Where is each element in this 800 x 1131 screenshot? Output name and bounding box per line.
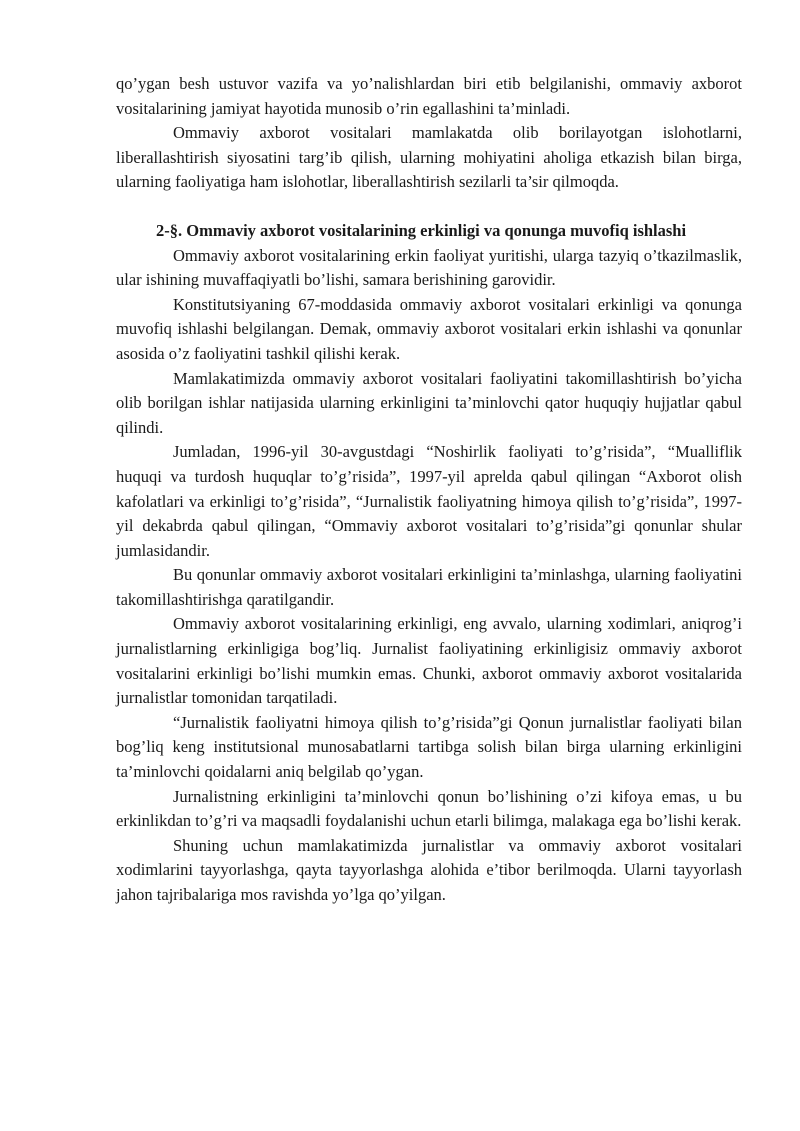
- paragraph: Bu qonunlar ommaviy axborot vositalari erkinligini ta’minlashga, ularning faoliyatini takomillashtirishga qaratilgandir.: [116, 565, 742, 609]
- document-page: [116, 72, 742, 908]
- paragraph: Shuning uchun mamlakatimizda jurnalistlar va ommaviy axborot vositalari xodimlarini tayyorlashga, qayta tayyorlashga alohida e’tibor berilmoqda. Ularni tayyorlash jahon tajribalariga mos ravishda yo’lga qo’yilgan.: [116, 835, 742, 904]
- paragraph: Jumladan, 1996-yil 30-avgustdagi “Noshirlik faoliyati to’g’risida”, “Mualliflik huquqi va turdosh huquqlar to’g’risida”, 1997-yil aprelda qabul qilingan “Axborot olish kafolatlari va erkinligi to’g’risida”, “Jurnalistik faoliyatning himoya qilish to’g’risida”, 1997-yil dekabrda qabul qilingan, “Ommaviy axborot vositalari to’g’risida”gi qonunlar shular jumlasidandir.: [116, 442, 742, 560]
- paragraph: Mamlakatimizda ommaviy axborot vositalari faoliyatini takomillashtirish bo’yicha olib borilgan ishlar natijasida ularning erkinligini ta’minlovchi qator huquqiy hujjatlar qabul qilindi.: [116, 368, 742, 437]
- paragraph: Ommaviy axborot vositalari mamlakatda olib borilayotgan islohotlarni, liberallashtirish siyosatini targ’ib qilish, ularning mohiyatini aholiga etkazish bilan birga, ularning faoliyatiga ham islohotlar, liberallashtirish sezilarli ta’sir qilmoqda.: [116, 123, 742, 192]
- paragraph: “Jurnalistik faoliyatni himoya qilish to’g’risida”gi Qonun jurnalistlar faoliyati bilan bog’liq keng institutsional munosabatlarni tartibga solish bilan birga ularning erkinligini ta’minlovchi qoidalarni aniq belgilab qo’ygan.: [116, 712, 742, 782]
- paragraph: Konstitutsiyaning 67-moddasida ommaviy axborot vositalari erkinligi va qonunga muvofiq ishlashi belgilangan. Demak, ommaviy axborot vositalari erkin ishlashi va qonunlar asosida o’z faoliyatini tashkil qilishi kerak.: [116, 294, 742, 363]
- paragraph: Ommaviy axborot vositalarining erkin faoliyat yuritishi, ularga tazyiq o’tkazilmaslik, ular ishining muvaffaqiyatli bo’lishi, samara berishining garovidir.: [116, 245, 742, 290]
- paragraph: qo’ygan besh ustuvor vazifa va yo’nalishlardan biri etib belgilanishi, ommaviy axborot vositalarining jamiyat hayotida munosib o’rin egallashini ta’minladi.: [116, 74, 742, 118]
- paragraph: Jurnalistning erkinligini ta’minlovchi qonun bo’lishining o’zi kifoya emas, u bu erkinlikdan to’g’ri va maqsadli foydalanishi uchun etarli bilimga, malakaga ega bo’lishi kerak.: [116, 786, 742, 831]
- section-heading: 2-§. Ommaviy axborot vositalarining erkinligi va qonunga muvofiq ishlashi: [156, 220, 687, 240]
- paragraph: Ommaviy axborot vositalarining erkinligi, eng avvalo, ularning xodimlari, aniqrog’i jurnalistlarning erkinligiga bog’liq. Jurnalist faoliyatining erkinligisiz ommaviy axborot vositalarini erkinligi bo’lishi mumkin emas. Chunki, axborot ommaviy axborot vositalarida jurnalistlar tomonidan tarqatiladi.: [116, 614, 742, 708]
